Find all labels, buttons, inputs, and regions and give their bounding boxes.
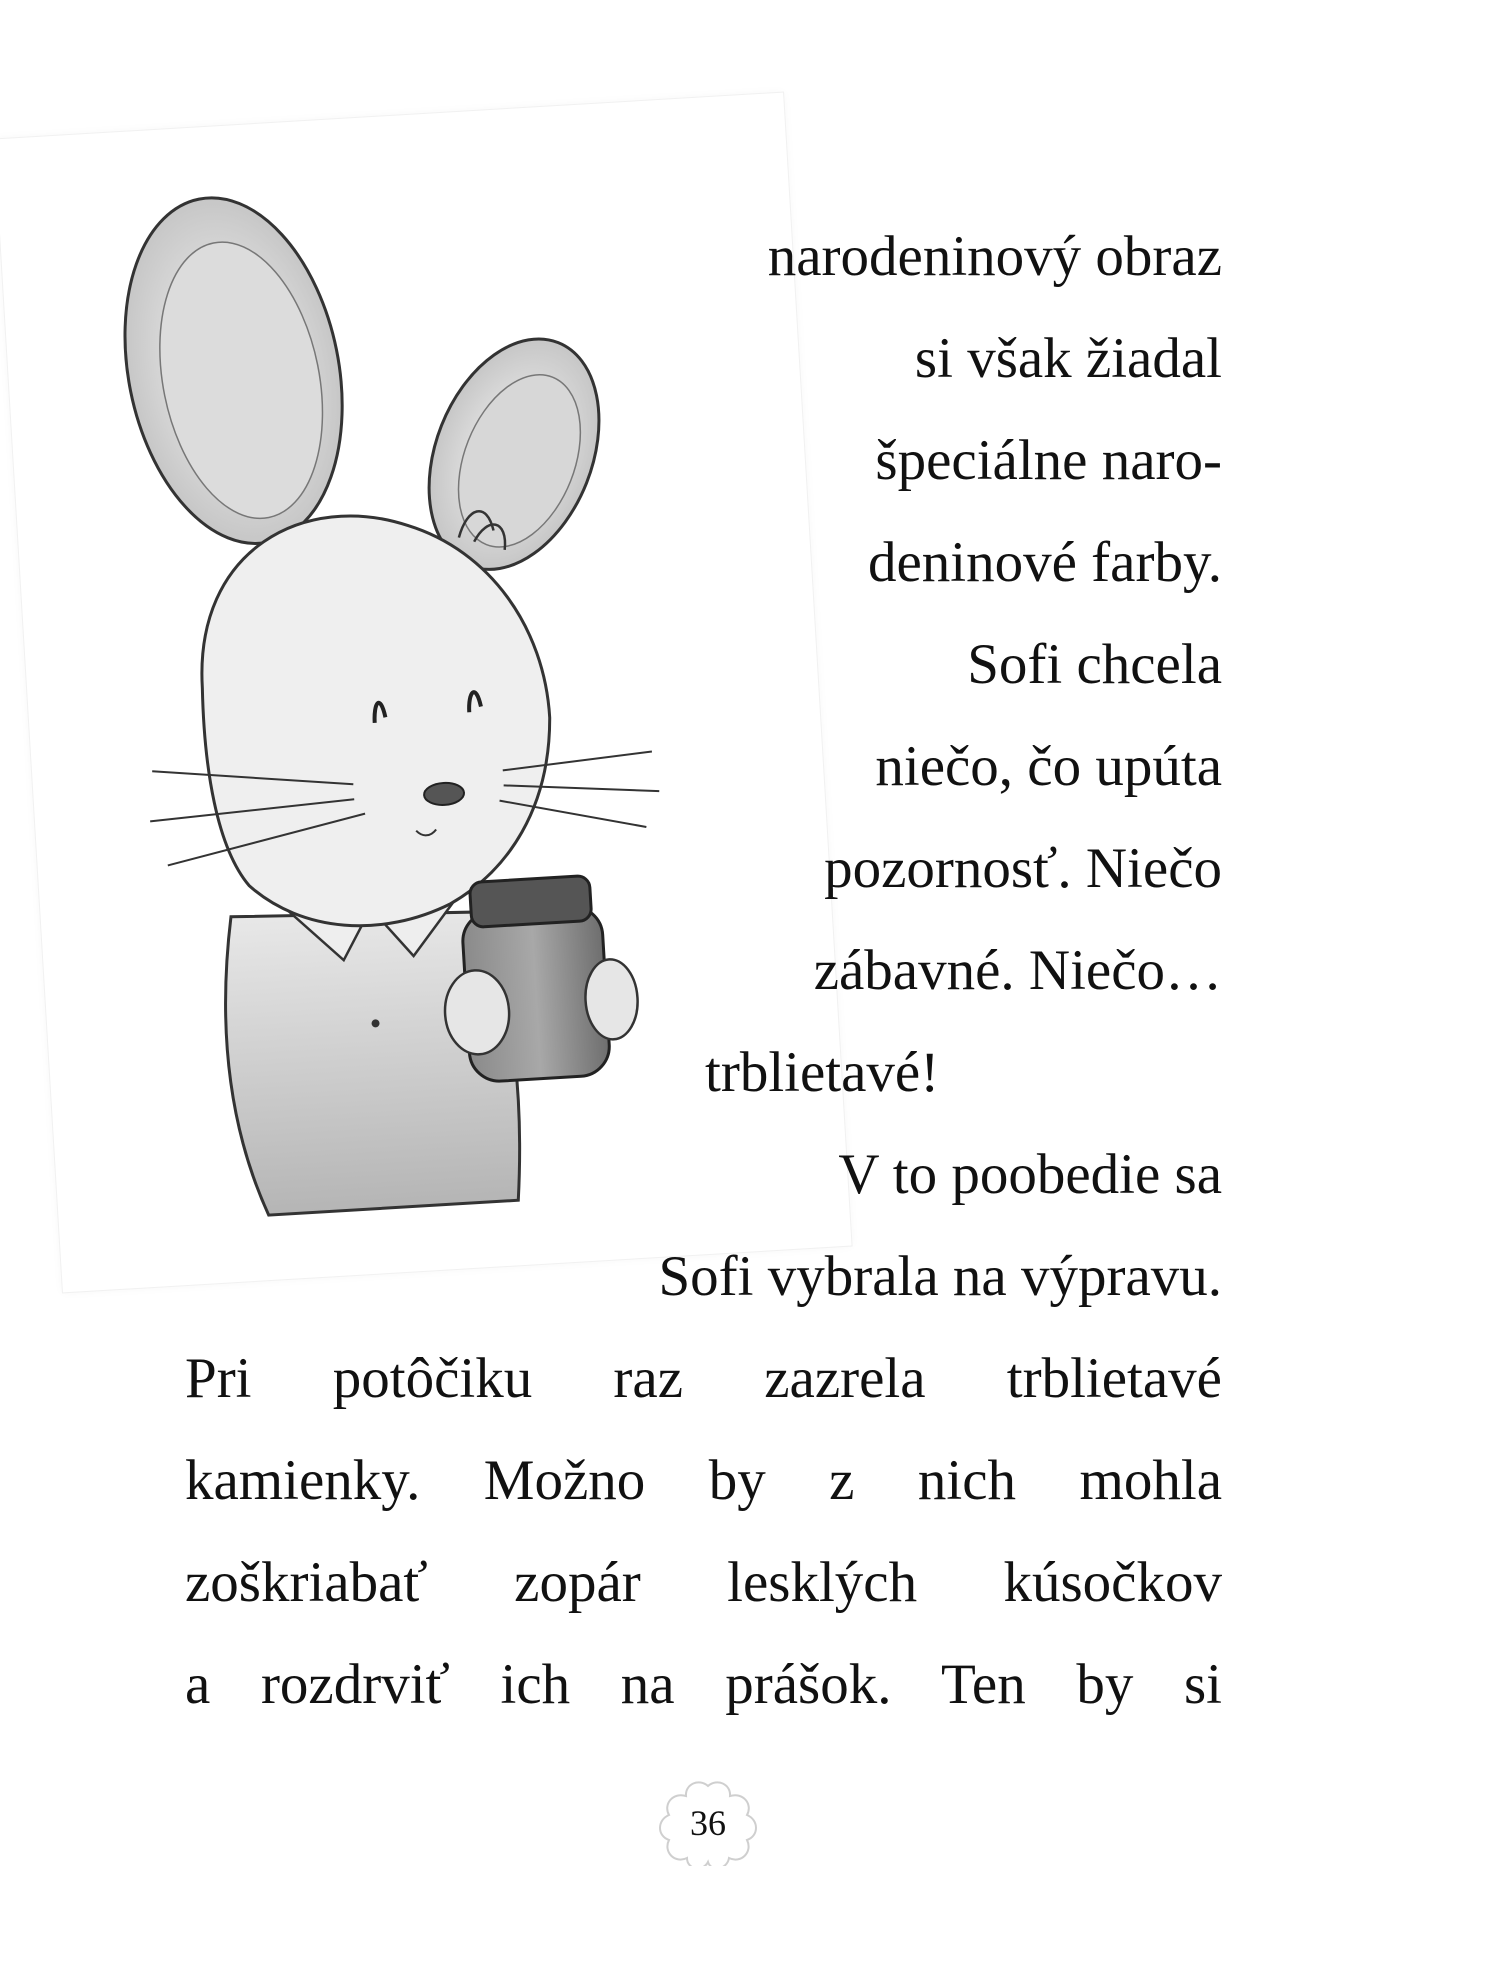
text-line: si však žiadal (914, 327, 1222, 390)
page-number (655, 1780, 761, 1866)
text-line: niečo, čo upúta (875, 735, 1222, 798)
text-line: V to poobedie sa (838, 1143, 1222, 1206)
text-line: pozornosť. Niečo (824, 837, 1222, 900)
text-line: deninové farby. (868, 531, 1222, 594)
text-line: špeciálne naro- (875, 429, 1222, 492)
text-line: kamienky. Možno by z nich mohla (185, 1449, 1222, 1512)
text-line: narodeninový obraz (767, 225, 1222, 288)
text-line: trblietavé! (705, 1041, 940, 1104)
text-line: Sofi vybrala na výpravu. (658, 1245, 1222, 1308)
text-line: zábavné. Niečo… (813, 939, 1222, 1002)
mouse-holding-jar-illustration (0, 93, 852, 1293)
text-line: Pri potôčiku raz zazrela trblietavé (185, 1347, 1222, 1410)
page-number-label: 36 (690, 1803, 726, 1843)
text-line: zoškriabať zopár lesklých kúsočkov (185, 1551, 1222, 1614)
illustration-card (0, 93, 852, 1293)
text-line: a rozdrviť ich na prášok. Ten by si (185, 1653, 1222, 1716)
text-line: Sofi chcela (967, 633, 1222, 696)
